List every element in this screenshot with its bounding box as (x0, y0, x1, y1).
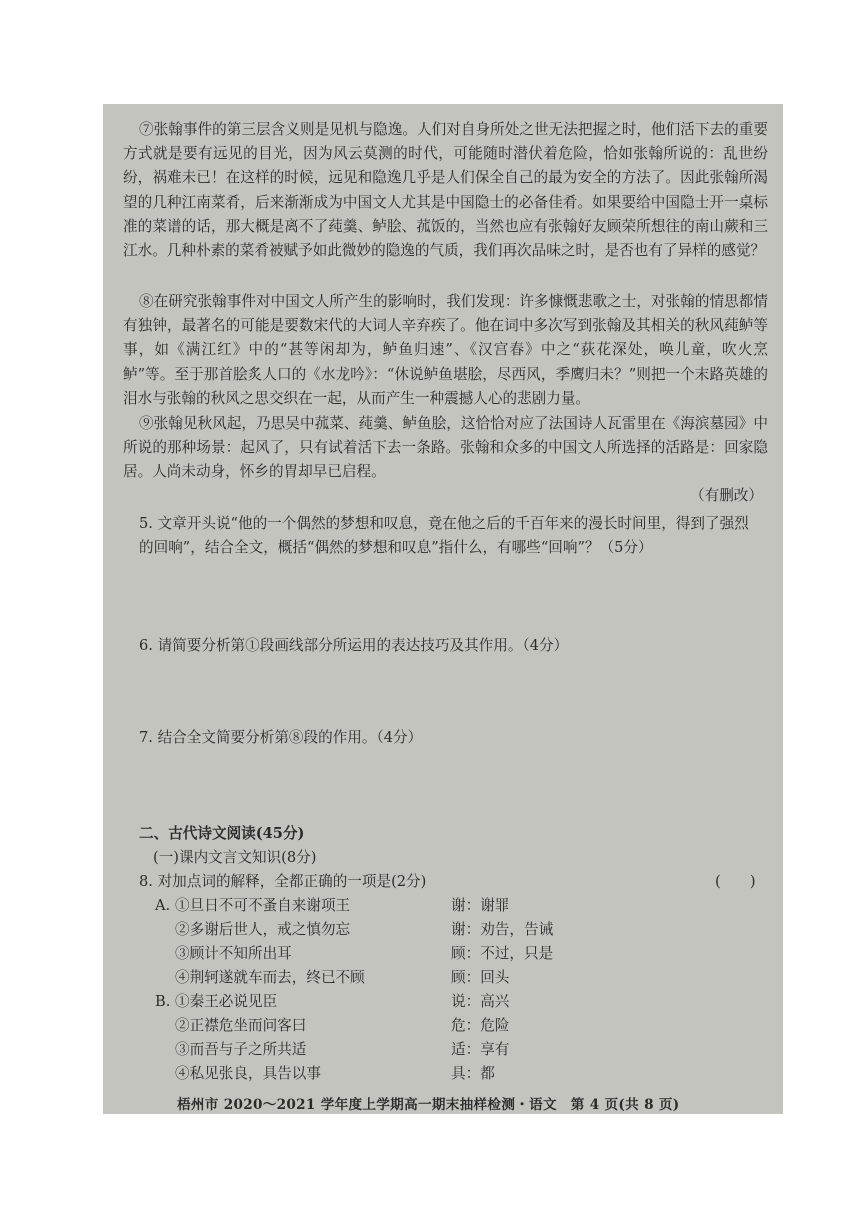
question-5: 5. 文章开头说“他的一个偶然的梦想和叹息，竟在他之后的千百年来的漫长时间里，得到了强烈的回响”，结合全文，概括“偶然的梦想和叹息”指什么，有哪些“回响”？（5分） (139, 515, 749, 556)
option-b-sentence-2: ②正襟危坐而问客曰 (175, 1017, 307, 1034)
option-b-sentence-3: ③而吾与子之所共适 (175, 1041, 307, 1058)
exam-page (103, 104, 783, 1114)
question-8: 8. 对加点词的解释，全都正确的一项是(2分) (139, 873, 427, 890)
option-a-letter: A. (155, 897, 171, 914)
answer-bracket: ( ) (715, 873, 756, 890)
option-b-sentence-4: ④私见张良，具告以事 (175, 1065, 321, 1082)
paragraph-9-text: ⑨张翰见秋风起，乃思吴中菰菜、莼羹、鲈鱼脍，这恰恰对应了法国诗人瓦雷里在《海滨墓园》中所说的那种场景：起风了，只有试着活下去一条路。张翰和众多的中国文人所选择的活路是：回家隐居。人尚未动身，怀乡的胃却早已启程。 (123, 415, 768, 481)
option-a-answer-1: 谢：谢罪 (451, 897, 510, 914)
option-a-answer-3: 顾：不过，只是 (451, 945, 554, 962)
section-2-subtitle: (一)课内文言文知识(8分) (153, 849, 317, 866)
option-b-answer-2: 危：危险 (451, 1017, 510, 1034)
option-b-letter: B. (155, 993, 171, 1010)
option-a-answer-4: 顾：回头 (451, 969, 510, 986)
paragraph-7-text: ⑦张翰事件的第三层含义则是见机与隐逸。人们对自身所处之世无法把握之时，他们活下去的重要方式就是要有远见的目光，因为风云莫测的时代，可能随时潜伏着危险，恰如张翰所说的：乱世纷纷，祸难未已！在这样的时候，远见和隐逸几乎是人们保全自己的最为安全的方法了。因此张翰所渴望的几种江南菜肴，后来渐渐成为中国文人尤其是中国隐士的必备佳肴。如果要给中国隐士开一桌标准的菜谱的话，那大概是离不了莼羹、鲈脍、菰饭的，当然也应有张翰好友顾荣所想往的南山蕨和三江水。几种朴素的菜肴被赋予如此微妙的隐逸的气质，我们再次品味之时，是否也有了异样的感觉？ (123, 121, 768, 260)
page-footer: 梧州市 2020～2021 学年度上学期高一期末抽样检测・语文 第 4 页(共 8 页) (177, 1097, 680, 1113)
paragraph-7 (123, 118, 768, 263)
option-b-answer-3: 适：享有 (451, 1041, 510, 1058)
paragraph-8 (123, 290, 768, 411)
option-a-answer-2: 谢：劝告，告诫 (451, 921, 554, 938)
option-a-sentence-4: ④荆轲遂就车而去，终已不顾 (175, 969, 365, 986)
option-b-sentence-1: ①秦王必说见臣 (175, 993, 278, 1010)
option-b-answer-1: 说：高兴 (451, 993, 510, 1010)
option-a-sentence-2: ②多谢后世人，戒之慎勿忘 (175, 921, 351, 938)
option-b-answer-4: 具：都 (451, 1065, 495, 1082)
paragraph-9 (123, 412, 768, 485)
abridged-note: （有删改） (690, 487, 763, 504)
paragraph-8-text: ⑧在研究张翰事件对中国文人所产生的影响时，我们发现：许多慷慨悲歌之士，对张翰的情思都情有独钟，最著名的可能是要数宋代的大词人辛弃疾了。他在词中多次写到张翰及其相关的秋风莼鲈等事，如《满江红》中的“甚等闲却为，鲈鱼归速”、《汉宫春》中之“荻花深处，唤儿童，吹火烹鲈”等。至于那首脍炙人口的《水龙吟》：“休说鲈鱼堪脍，尽西风，季鹰归未？”则把一个末路英雄的泪水与张翰的秋风之思交织在一起，从而产生一种震撼人心的悲剧力量。 (123, 293, 768, 407)
option-a-sentence-3: ③顾计不知所出耳 (175, 945, 292, 962)
question-7: 7. 结合全文简要分析第⑧段的作用。（4分） (139, 729, 423, 746)
question-6: 6. 请简要分析第①段画线部分所运用的表达技巧及其作用。（4分） (139, 637, 569, 654)
option-a-sentence-1: ①旦日不可不蚤自来谢项王 (175, 897, 351, 914)
section-2-title: 二、古代诗文阅读(45分) (139, 825, 305, 842)
